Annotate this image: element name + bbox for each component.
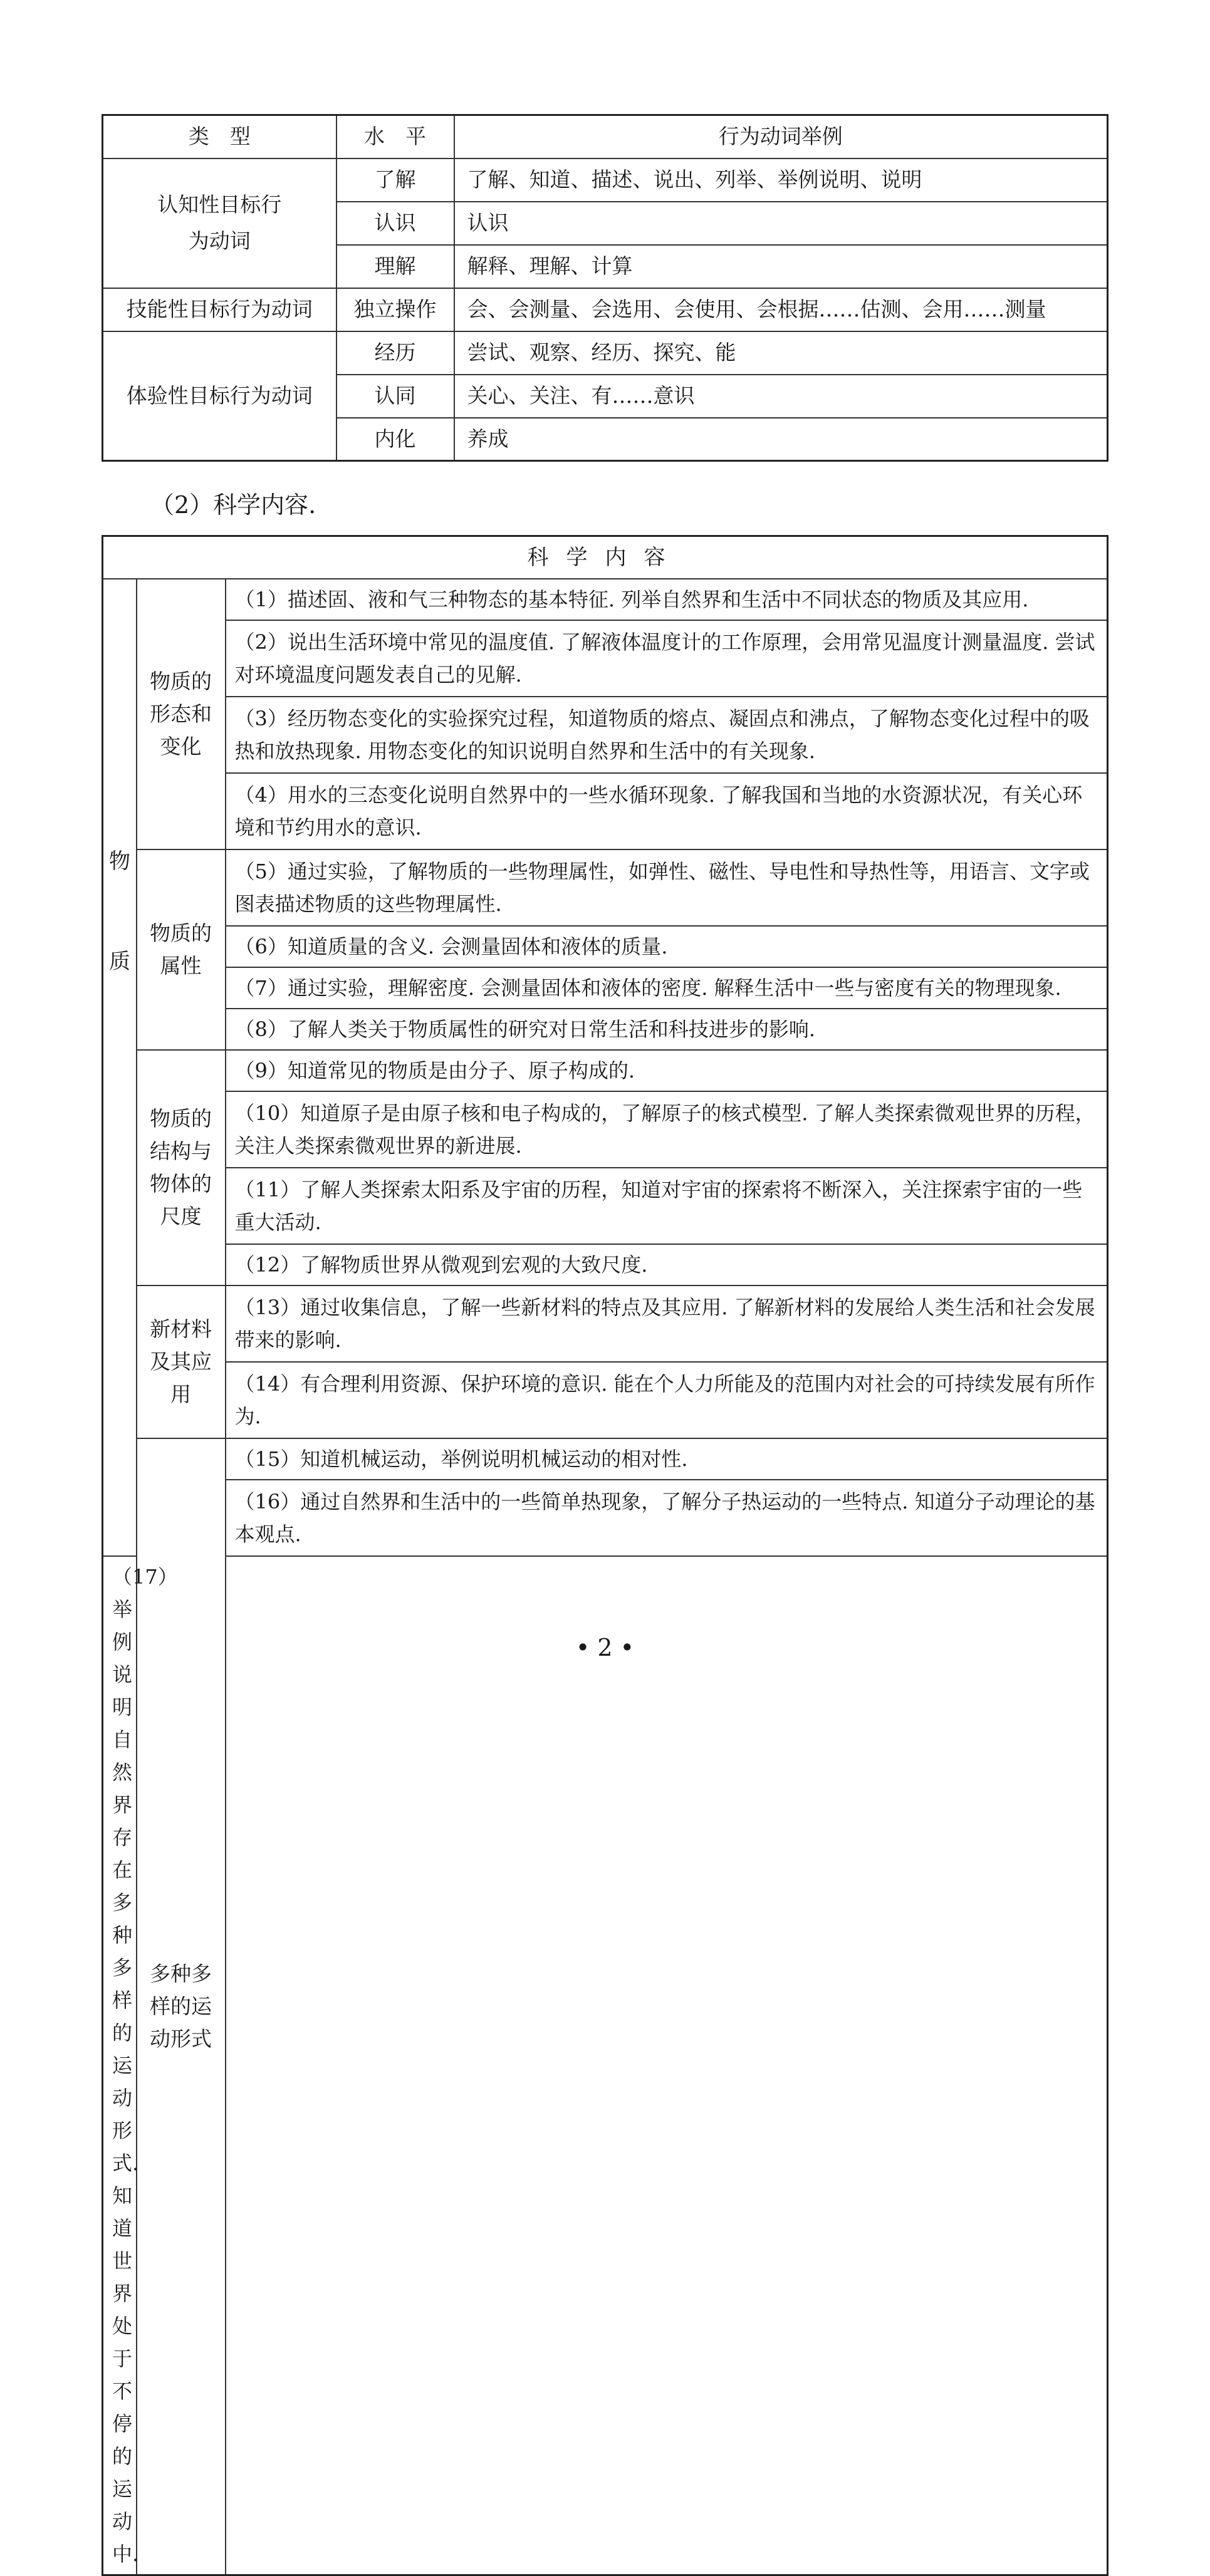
section-title: 物质的属性: [137, 849, 226, 1050]
list-item: （11）了解人类探索太阳系及宇宙的历程，知道对宇宙的探索将不断深入，关注探索宇宙的一些重大活动.: [226, 1168, 1108, 1244]
table-row: [103, 1050, 1108, 1091]
type-experience: 体验性目标行为动词: [103, 331, 336, 461]
page-number: • 2 •: [575, 1634, 635, 1661]
examples-cell: 会、会测量、会选用、会使用、会根据……估测、会用……测量: [454, 288, 1108, 331]
table-row: [103, 331, 1108, 375]
table-row: [103, 579, 1108, 620]
content-header-row: [103, 536, 1108, 579]
list-item: （8）了解人类关于物质属性的研究对日常生活和科技进步的影响.: [226, 1009, 1108, 1050]
section-title: 新材料及其应用: [137, 1285, 226, 1438]
level-cell: 认同: [336, 375, 454, 418]
header-level: 水 平: [336, 115, 454, 158]
table-row: [103, 849, 1108, 926]
type-skill: 技能性目标行为动词: [103, 288, 336, 331]
examples-cell: 尝试、观察、经历、探究、能: [454, 331, 1108, 375]
table-row: [103, 158, 1108, 202]
list-item: （6）知道质量的含义. 会测量固体和液体的质量.: [226, 926, 1108, 967]
table-row: [103, 697, 1108, 773]
section-title: 物质的形态和变化: [137, 579, 226, 849]
list-item: （16）通过自然界和生活中的一些简单热现象，了解分子热运动的一些特点. 知道分子动理论的基本观点.: [226, 1480, 1108, 1556]
list-item: （12）了解物质世界从微观到宏观的大致尺度.: [226, 1244, 1108, 1285]
header-type: 类 型: [103, 115, 336, 158]
header-examples: 行为动词举例: [454, 115, 1108, 158]
level-cell: 理解: [336, 245, 454, 288]
table-row: [103, 1091, 1108, 1168]
table-row: [103, 926, 1108, 967]
level-cell: 独立操作: [336, 288, 454, 331]
table-row: [103, 1438, 1108, 1480]
table-row: [103, 1556, 1108, 2575]
table-row: [103, 288, 1108, 331]
list-item: （2）说出生活环境中常见的温度值. 了解液体温度计的工作原理，会用常见温度计测量温度. 尝试对环境温度问题发表自己的见解.: [226, 620, 1108, 697]
list-item: （15）知道机械运动，举例说明机械运动的相对性.: [226, 1438, 1108, 1480]
examples-cell: 养成: [454, 418, 1108, 461]
list-item: （3）经历物态变化的实验探究过程，知道物质的熔点、凝固点和沸点，了解物态变化过程中的吸热和放热现象. 用物态变化的知识说明自然界和生活中的有关现象.: [226, 697, 1108, 773]
level-cell: 内化: [336, 418, 454, 461]
examples-cell: 了解、知道、描述、说出、列举、举例说明、说明: [454, 158, 1108, 202]
category-matter: [103, 579, 137, 1556]
examples-cell: 解释、理解、计算: [454, 245, 1108, 288]
table-row: [103, 1362, 1108, 1438]
examples-cell: 认识: [454, 202, 1108, 245]
section-subtitle: （2）科学内容.: [150, 491, 316, 519]
table-row: [103, 620, 1108, 697]
list-item: （13）通过收集信息，了解一些新材料的特点及其应用. 了解新材料的发展给人类生活和社会发展带来的影响.: [226, 1285, 1108, 1362]
list-item: （10）知道原子是由原子核和电子构成的，了解原子的核式模型. 了解人类探索微观世界的历程，关注人类探索微观世界的新进展.: [226, 1091, 1108, 1168]
list-item: （5）通过实验，了解物质的一些物理属性，如弹性、磁性、导电性和导热性等，用语言、文字或图表描述物质的这些物理属性.: [226, 849, 1108, 926]
category-matter-label: 物质: [109, 848, 130, 974]
level-cell: 了解: [336, 158, 454, 202]
list-item: （1）描述固、液和气三种物态的基本特征. 列举自然界和生活中不同状态的物质及其应用.: [226, 579, 1108, 620]
verb-table: [102, 114, 1108, 462]
list-item: （14）有合理利用资源、保护环境的意识. 能在个人力所能及的范围内对社会的可持续发展有所作为.: [226, 1362, 1108, 1438]
list-item: （17）举例说明自然界存在多种多样的运动形式. 知道世界处于不停的运动中.: [103, 1556, 137, 2575]
table-row: [103, 1480, 1108, 1556]
content-header: 科学内容: [103, 536, 1108, 579]
table-row: [103, 967, 1108, 1009]
list-item: （7）通过实验，理解密度. 会测量固体和液体的密度. 解释生活中一些与密度有关的物理现象.: [226, 967, 1108, 1009]
type-cognitive: 认知性目标行为动词: [103, 158, 336, 288]
table-row: [103, 1168, 1108, 1244]
examples-cell: 关心、关注、有……意识: [454, 375, 1108, 418]
list-item: （9）知道常见的物质是由分子、原子构成的.: [226, 1050, 1108, 1091]
verb-table-header: [103, 115, 1108, 158]
list-item: （4）用水的三态变化说明自然界中的一些水循环现象. 了解我国和当地的水资源状况，有关心环境和节约用水的意识.: [226, 773, 1108, 849]
level-cell: 认识: [336, 202, 454, 245]
level-cell: 经历: [336, 331, 454, 375]
table-row: [103, 1244, 1108, 1285]
section-title: 多种多样的运动形式: [137, 1438, 226, 2575]
table-row: [103, 1009, 1108, 1050]
science-content-table: [102, 535, 1108, 2576]
table-row: [103, 773, 1108, 849]
table-row: [103, 1285, 1108, 1362]
section-title: 物质的结构与物体的尺度: [137, 1050, 226, 1285]
